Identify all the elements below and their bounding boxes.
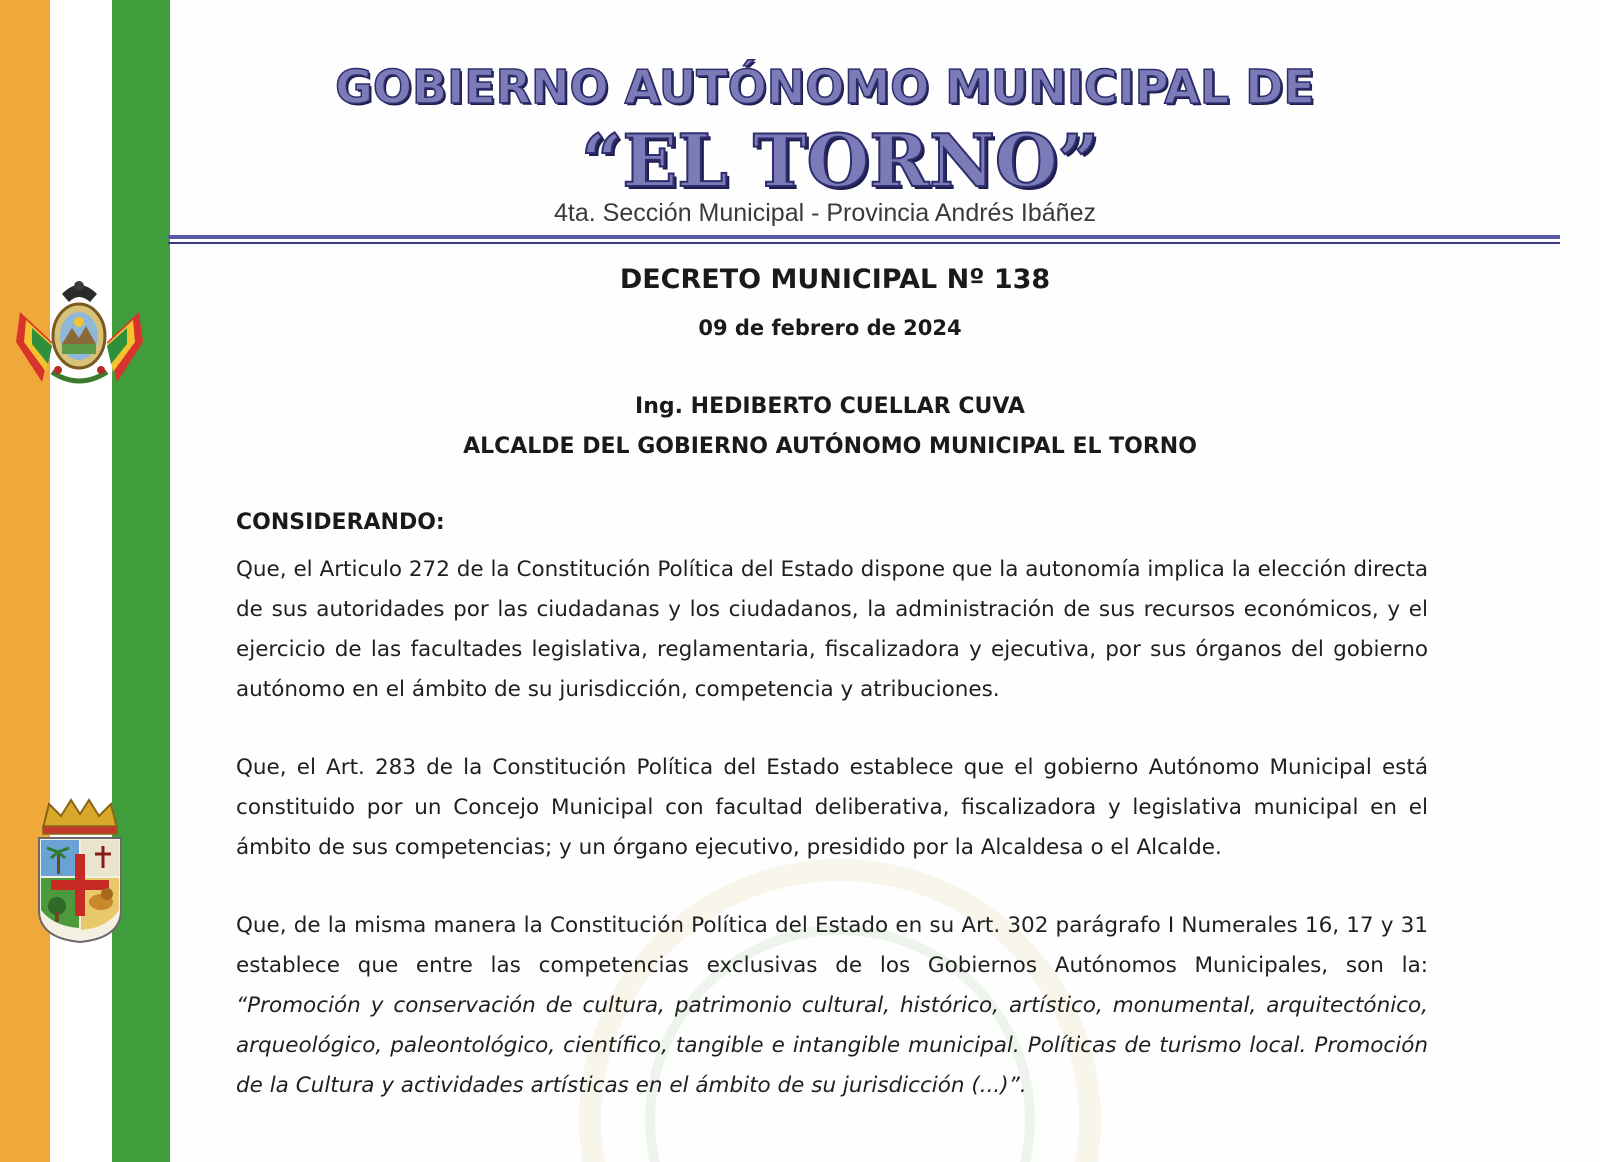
header-title-line1: GOBIERNO AUTÓNOMO MUNICIPAL DE — [335, 60, 1315, 114]
mayor-name: Ing. HEDIBERTO CUELLAR CUVA — [635, 394, 1025, 419]
decree-date: 09 de febrero de 2024 — [698, 316, 962, 340]
header-title-line2: “EL TORNO” — [580, 118, 1100, 203]
header-rule-thin — [168, 242, 1560, 244]
paragraph-1: Que, el Articulo 272 de la Constitución Política del Estado dispone que la autonomía implica la elección directa de sus autoridades por las ciudadanas y los ciudadanos, la administración de sus recursos económicos, y el ejercicio de las facultades legislativa, reglamentaria, fiscalizadora y ejecutiva, por sus órganos del gobierno autónomo en el ámbito de su jurisdicción, competencia y atribuciones. — [236, 557, 1428, 702]
paragraph-3 — [236, 906, 1428, 1106]
flag-stripe-white — [50, 0, 112, 1162]
header-rule-thick — [168, 235, 1560, 239]
header-subtitle: 4ta. Sección Municipal - Provincia Andrés Ibáñez — [554, 199, 1096, 227]
paragraph-3-text: Que, de la misma manera la Constitución Política del Estado en su Art. 302 parágrafo I Numerales 16, 17 y 31 establece que entre las competencias exclusivas de los Gobiernos Autónomos Municipales, son la: — [236, 913, 1428, 978]
mayor-title: ALCALDE DEL GOBIERNO AUTÓNOMO MUNICIPAL EL TORNO — [463, 434, 1197, 459]
el-torno-coat-of-arms-icon — [33, 798, 127, 944]
flag-stripe-green — [112, 0, 170, 1162]
paragraph-2: Que, el Art. 283 de la Constitución Política del Estado establece que el gobierno Autónomo Municipal está constituido por un Concejo Municipal con facultad deliberativa, fiscalizadora y legislativa municipal en el ámbito de sus competencias; y un órgano ejecutivo, presidido por la Alcaldesa o el Alcalde. — [236, 755, 1428, 860]
bolivia-coat-of-arms-icon — [12, 272, 147, 390]
flag-stripe-orange — [0, 0, 50, 1162]
decree-title: DECRETO MUNICIPAL Nº 138 — [619, 264, 1051, 295]
considerando-heading: CONSIDERANDO: — [236, 510, 445, 535]
paragraph-3-quote: “Promoción y conservación de cultura, patrimonio cultural, histórico, artístico, monumental, arquitectónico, arqueológico, paleontológico, científico, tangible e intangible municipal. Políticas de turismo local. Promoción de la Cultura y actividades artísticas en el ámbito de su jurisdicción (...)”. — [236, 993, 1428, 1098]
